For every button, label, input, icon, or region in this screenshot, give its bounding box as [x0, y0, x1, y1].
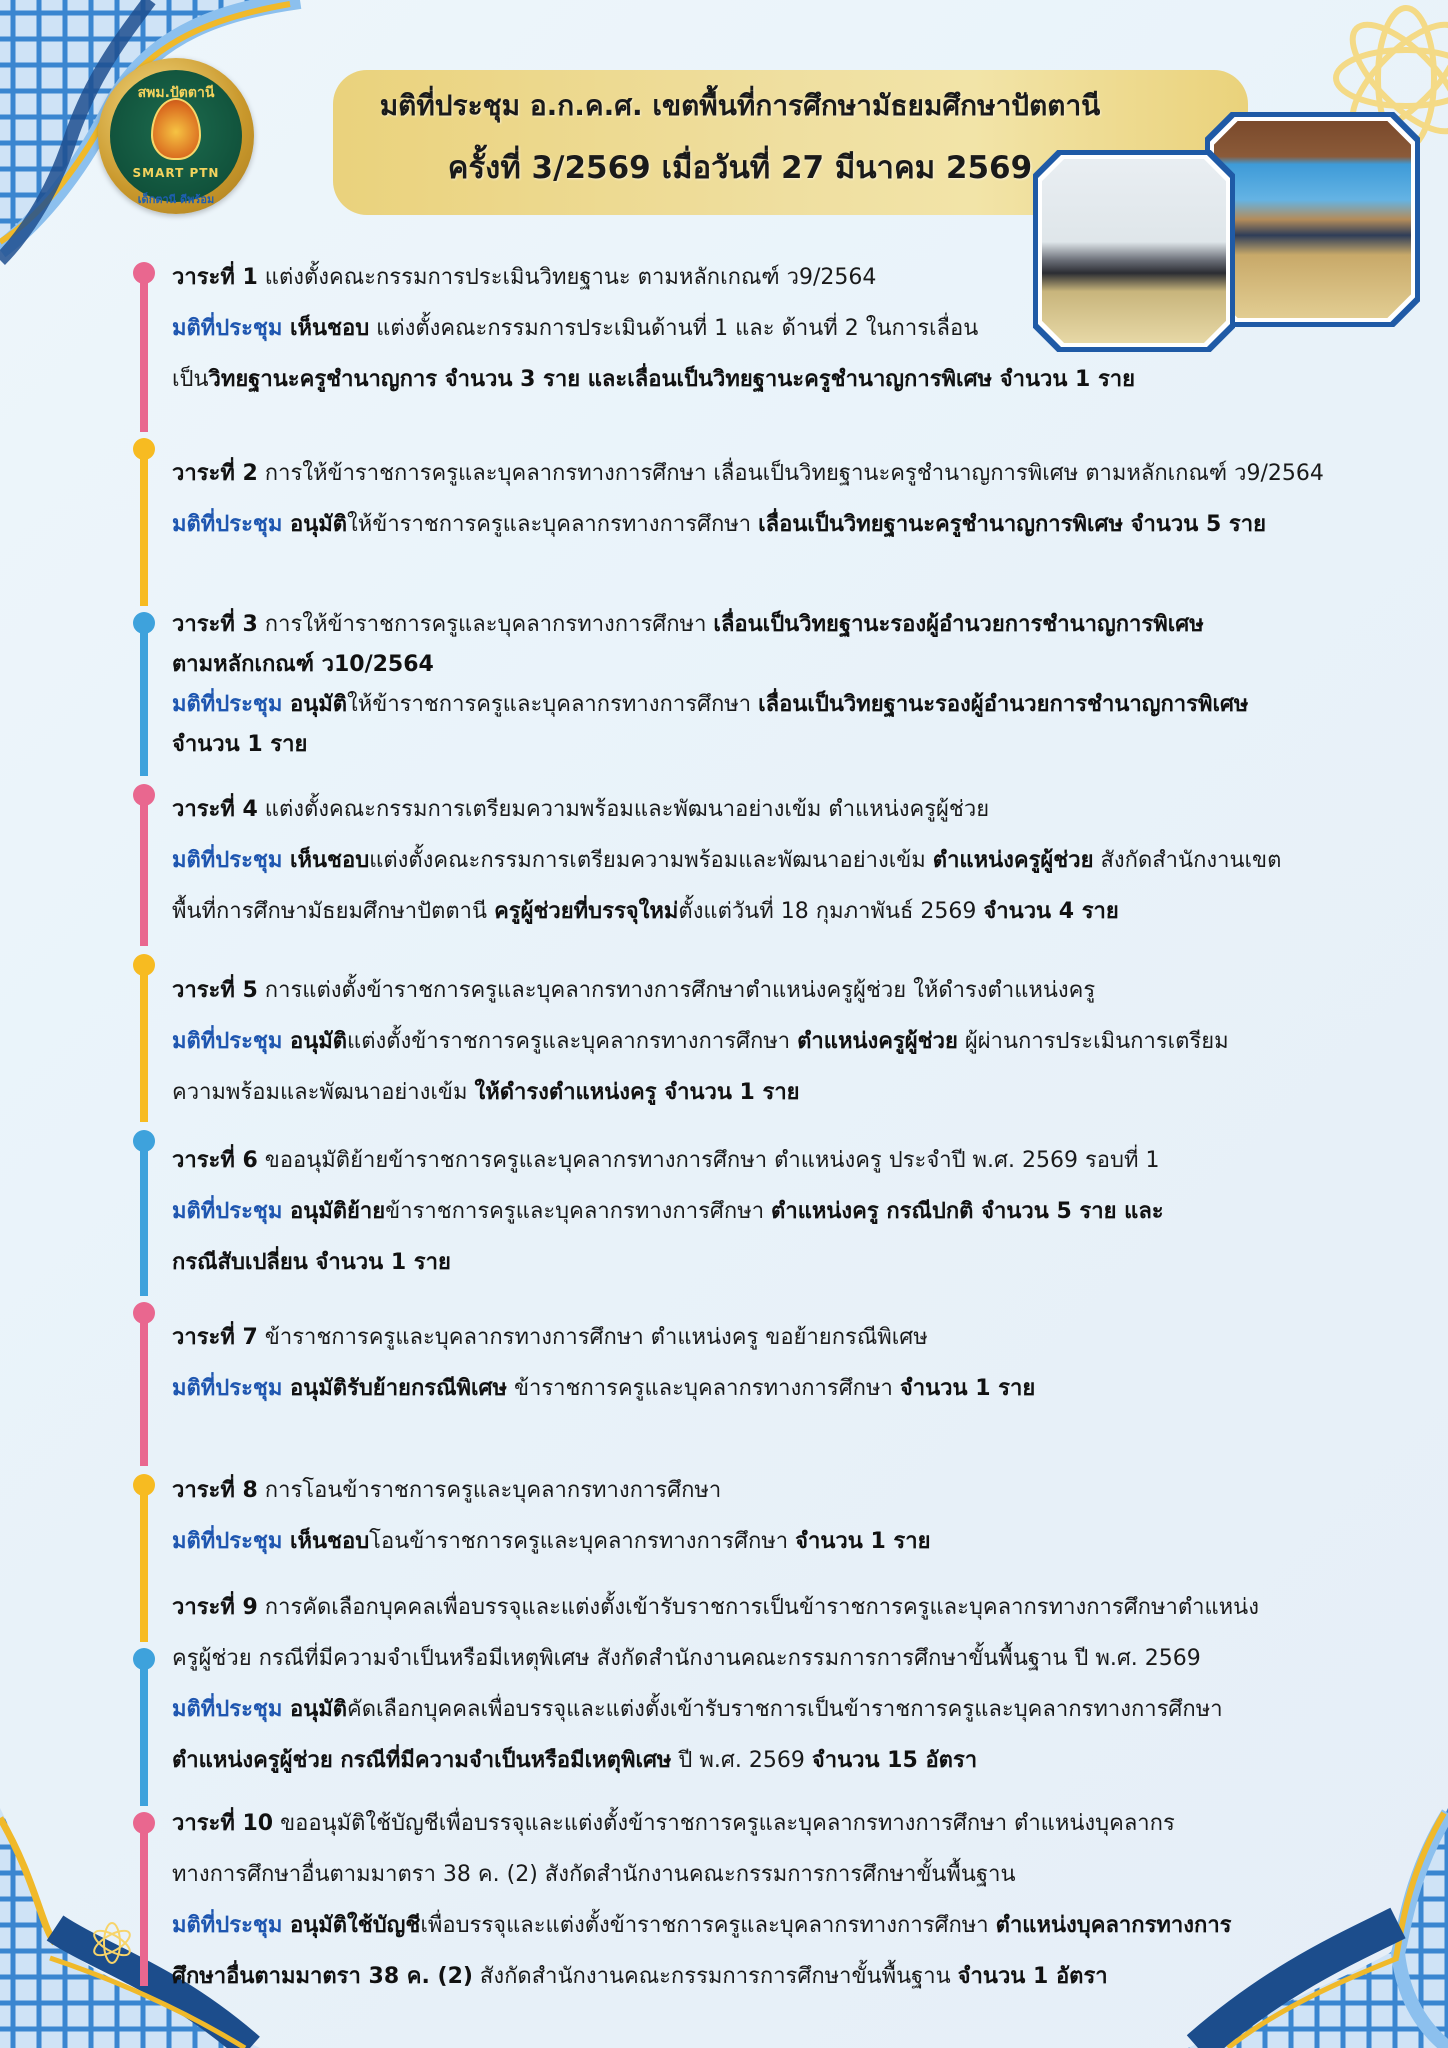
timeline-dot-icon	[133, 612, 155, 634]
agenda-text: ขออนุมัติย้ายข้าราชการครูและบุคลากรทางการศึกษา ตำแหน่งครู ประจำปี พ.ศ. 2569 รอบที่ 1	[257, 1148, 1160, 1173]
agenda-line	[172, 499, 1412, 550]
emblem-icon	[151, 98, 201, 160]
agenda-text: การให้ข้าราชการครูและบุคลากรทางการศึกษา เลื่อนเป็นวิทยฐานะครูชำนาญการพิเศษ ตามหลักเกณฑ์ ว9/2564	[257, 461, 1324, 486]
agenda-text: ผู้ผ่านการประเมินการเตรียม	[957, 1029, 1229, 1054]
agenda-text: การโอนข้าราชการครูและบุคลากรทางการศึกษา	[257, 1478, 722, 1503]
agenda-text: ให้ข้าราชการครูและบุคลากรทางการศึกษา	[347, 692, 759, 717]
agenda-number: วาระที่ 6	[172, 1148, 258, 1173]
timeline-dot-icon	[133, 1302, 155, 1324]
agenda-item	[172, 448, 1412, 550]
agenda-line	[172, 1186, 1412, 1237]
resolution-label: มติที่ประชุม	[172, 1029, 283, 1054]
agenda-text: ตำแหน่งบุคลากรทางการ	[995, 1913, 1232, 1938]
timeline-segment	[132, 262, 156, 432]
agenda-text: ข้าราชการครูและบุคลากรทางการศึกษา	[506, 1376, 900, 1401]
timeline-dot-icon	[133, 262, 155, 284]
agenda-text: โอนข้าราชการครูและบุคลากรทางการศึกษา	[369, 1529, 796, 1554]
timeline-dot-icon	[133, 1812, 155, 1834]
agenda-text: เลื่อนเป็นวิทยฐานะครูชำนาญการพิเศษ จำนวน 5 ราย	[758, 512, 1266, 537]
agenda-number: วาระที่ 5	[172, 978, 258, 1003]
agenda-text: เป็น	[172, 367, 209, 392]
agenda-line	[172, 835, 1412, 886]
agenda-text: อนุมัติ	[282, 512, 348, 537]
logo-top-text: สพม.ปัตตานี	[137, 85, 215, 101]
agenda-text: สังกัดสำนักงานคณะกรรมการการศึกษาขั้นพื้นฐาน	[472, 1964, 958, 1989]
resolution-label: มติที่ประชุม	[172, 1376, 283, 1401]
logo-middle-text: SMART PTN	[132, 166, 220, 180]
agenda-line	[172, 252, 1412, 303]
agenda-text: ให้ข้าราชการครูและบุคลากรทางการศึกษา	[347, 512, 759, 537]
timeline-bar	[140, 1312, 148, 1466]
agenda-line	[172, 1016, 1412, 1067]
agenda-line	[172, 1237, 1412, 1288]
agenda-number: วาระที่ 9	[172, 1595, 258, 1620]
agenda-number: วาระที่ 10	[172, 1811, 274, 1836]
agenda-text: ปี พ.ศ. 2569	[671, 1748, 812, 1773]
agenda-line	[172, 1465, 1412, 1516]
agenda-text: เห็นชอบ	[282, 316, 370, 341]
agenda-text: การให้ข้าราชการครูและบุคลากรทางการศึกษา	[257, 612, 714, 637]
agenda-text: จำนวน 1 ราย	[795, 1529, 931, 1554]
agenda-text: จำนวน 15 อัตรา	[811, 1748, 978, 1773]
agenda-text: คัดเลือกบุคคลเพื่อบรรจุและแต่งตั้งเข้ารับราชการเป็นข้าราชการครูและบุคลากรทางการศึกษา	[347, 1697, 1223, 1722]
agenda-text: อนุมัติย้าย	[282, 1199, 386, 1224]
timeline-segment	[132, 784, 156, 946]
agenda-line	[172, 1363, 1412, 1414]
agenda-item	[172, 1312, 1412, 1414]
agenda-text: เลื่อนเป็นวิทยฐานะรองผู้อำนวยการชำนาญการพิเศษ	[713, 612, 1204, 637]
agenda-text: อนุมัติ	[282, 1029, 348, 1054]
agenda-number: วาระที่ 4	[172, 797, 258, 822]
agenda-number: วาระที่ 2	[172, 461, 258, 486]
agenda-number: วาระที่ 8	[172, 1478, 258, 1503]
agenda-line	[172, 354, 1412, 405]
timeline-segment	[132, 612, 156, 776]
agenda-text: ขออนุมัติใช้บัญชีเพื่อบรรจุและแต่งตั้งข้าราชการครูและบุคลากรทางการศึกษา ตำแหน่งบุคลากร	[273, 1811, 1175, 1836]
agenda-text: การแต่งตั้งข้าราชการครูและบุคลากรทางการศึกษาตำแหน่งครูผู้ช่วย ให้ดำรงตำแหน่งครู	[257, 978, 1096, 1003]
agenda-text: ตั้งแต่วันที่ 18 กุมภาพันธ์ 2569	[678, 899, 984, 924]
timeline-dot-icon	[133, 1648, 155, 1670]
agenda-number: วาระที่ 1	[172, 265, 258, 290]
resolution-label: มติที่ประชุม	[172, 1199, 283, 1224]
agenda-text: ศึกษาอื่นตามมาตรา 38 ค. (2)	[172, 1964, 473, 1989]
timeline-bar	[140, 1484, 148, 1642]
agenda-line	[172, 1849, 1412, 1900]
timeline-dot-icon	[133, 1130, 155, 1152]
agenda-line	[172, 1900, 1412, 1951]
agenda-text: แต่งตั้งคณะกรรมการประเมินวิทยฐานะ ตามหลักเกณฑ์ ว9/2564	[257, 265, 877, 290]
resolution-label: มติที่ประชุม	[172, 848, 283, 873]
agenda-item	[172, 1798, 1412, 2002]
agenda-text: ตำแหน่งครูผู้ช่วย	[932, 848, 1094, 873]
agenda-item	[172, 965, 1412, 1118]
agenda-line	[172, 965, 1412, 1016]
agenda-line	[172, 1516, 1412, 1567]
agenda-text: ทางการศึกษาอื่นตามมาตรา 38 ค. (2) สังกัดสำนักงานคณะกรรมการการศึกษาขั้นพื้นฐาน	[172, 1862, 1016, 1887]
agenda-number: วาระที่ 7	[172, 1325, 258, 1350]
resolution-label: มติที่ประชุม	[172, 1913, 283, 1938]
timeline-bar	[140, 794, 148, 946]
timeline-dot-icon	[133, 784, 155, 806]
resolution-label: มติที่ประชุม	[172, 1697, 283, 1722]
agenda-item	[172, 1465, 1412, 1567]
agenda-line	[172, 1735, 1412, 1786]
timeline-segment	[132, 1302, 156, 1466]
agenda-line	[172, 303, 1412, 354]
timeline-segment	[132, 1474, 156, 1642]
timeline-bar	[140, 1658, 148, 1806]
timeline-bar	[140, 272, 148, 432]
agenda-text: ตำแหน่งครูผู้ช่วย	[797, 1029, 958, 1054]
agenda-text: แต่งตั้งคณะกรรมการประเมินด้านที่ 1 และ ด้านที่ 2 ในการเลื่อน	[369, 316, 979, 341]
agenda-item	[172, 784, 1412, 937]
timeline-bar	[140, 964, 148, 1122]
timeline-segment	[132, 954, 156, 1122]
agenda-text: จำนวน 1 ราย	[172, 732, 308, 757]
agenda-text: การคัดเลือกบุคคลเพื่อบรรจุและแต่งตั้งเข้ารับราชการเป็นข้าราชการครูและบุคลากรทางการศึกษาตำแหน่ง	[257, 1595, 1259, 1620]
office-logo	[98, 58, 254, 214]
agenda-text: เลื่อนเป็นวิทยฐานะรองผู้อำนวยการชำนาญการพิเศษ	[758, 692, 1249, 717]
agenda-line	[172, 1582, 1412, 1633]
agenda-text: เห็นชอบ	[282, 1529, 370, 1554]
agenda-line	[172, 645, 1412, 685]
page-title: มติที่ประชุม อ.ก.ค.ศ. เขตพื้นที่การศึกษามัธยมศึกษาปัตตานี	[379, 89, 1101, 122]
agenda-text: ข้าราชการครูและบุคลากรทางการศึกษา	[385, 1199, 772, 1224]
agenda-line	[172, 605, 1412, 645]
timeline-segment	[132, 438, 156, 606]
agenda-line	[172, 1951, 1412, 2002]
resolution-label: มติที่ประชุม	[172, 316, 283, 341]
agenda-text: อนุมัติ	[282, 1697, 348, 1722]
agenda-text: ตามหลักเกณฑ์ ว10/2564	[172, 652, 434, 677]
agenda-text: จำนวน 1 อัตรา	[957, 1964, 1108, 1989]
agenda-text: แต่งตั้งข้าราชการครูและบุคลากรทางการศึกษา	[347, 1029, 798, 1054]
agenda-text: ตำแหน่งครูผู้ช่วย กรณีที่มีความจำเป็นหรือมีเหตุพิเศษ	[172, 1748, 672, 1773]
timeline-dot-icon	[133, 438, 155, 460]
agenda-text: จำนวน 4 ราย	[983, 899, 1119, 924]
agenda-text: อนุมัติ	[282, 692, 348, 717]
timeline-segment	[132, 1130, 156, 1296]
agenda-text: ข้าราชการครูและบุคลากรทางการศึกษา ตำแหน่งครู ขอย้ายกรณีพิเศษ	[257, 1325, 928, 1350]
agenda-line	[172, 448, 1412, 499]
timeline-bar	[140, 1140, 148, 1296]
logo-bottom-text: เด็กตานี ดีพร้อม	[137, 193, 215, 206]
agenda-text: ตำแหน่งครู กรณีปกติ จำนวน 5 ราย และ	[771, 1199, 1164, 1224]
agenda-line	[172, 1135, 1412, 1186]
resolution-label: มติที่ประชุม	[172, 1529, 283, 1554]
agenda-text: กรณีสับเปลี่ยน จำนวน 1 ราย	[172, 1250, 451, 1275]
agenda-line	[172, 1312, 1412, 1363]
agenda-timeline	[132, 0, 156, 2048]
agenda-text: ครูผู้ช่วย กรณีที่มีความจำเป็นหรือมีเหตุพิเศษ สังกัดสำนักงานคณะกรรมการการศึกษาขั้นพื้นฐาน ปี พ.ศ. 2569	[172, 1646, 1201, 1671]
agenda-item	[172, 1582, 1412, 1786]
agenda-item	[172, 1135, 1412, 1288]
timeline-bar	[140, 448, 148, 606]
agenda-text: สังกัดสำนักงานเขต	[1093, 848, 1282, 873]
agenda-line	[172, 1067, 1412, 1118]
agenda-line	[172, 1798, 1412, 1849]
resolution-label: มติที่ประชุม	[172, 692, 283, 717]
timeline-segment	[132, 1648, 156, 1806]
agenda-text: แต่งตั้งคณะกรรมการเตรียมความพร้อมและพัฒนาอย่างเข้ม ตำแหน่งครูผู้ช่วย	[257, 797, 990, 822]
timeline-dot-icon	[133, 1474, 155, 1496]
timeline-bar	[140, 622, 148, 776]
agenda-text: แต่งตั้งคณะกรรมการเตรียมความพร้อมและพัฒนาอย่างเข้ม	[369, 848, 933, 873]
agenda-text: ครูผู้ช่วยที่บรรจุใหม่	[494, 899, 679, 924]
agenda-text: ความพร้อมและพัฒนาอย่างเข้ม	[172, 1080, 475, 1105]
agenda-text: จำนวน 1 ราย	[899, 1376, 1036, 1401]
agenda-text: วิทยฐานะครูชำนาญการ จำนวน 3 ราย และเลื่อนเป็นวิทยฐานะครูชำนาญการพิเศษ จำนวน 1 ราย	[208, 367, 1136, 392]
agenda-text: อนุมัติรับย้ายกรณีพิเศษ	[282, 1376, 507, 1401]
agenda-number: วาระที่ 3	[172, 612, 258, 637]
resolution-label: มติที่ประชุม	[172, 512, 283, 537]
agenda-text: เห็นชอบ	[282, 848, 370, 873]
agenda-line	[172, 725, 1412, 765]
agenda-text: เพื่อบรรจุและแต่งตั้งข้าราชการครูและบุคลากรทางการศึกษา	[420, 1913, 996, 1938]
agenda-text: อนุมัติใช้บัญชี	[282, 1913, 421, 1938]
agenda-line	[172, 784, 1412, 835]
timeline-dot-icon	[133, 954, 155, 976]
timeline-bar	[140, 1822, 148, 1986]
agenda-line	[172, 1633, 1412, 1684]
timeline-segment	[132, 1812, 156, 1986]
agenda-item	[172, 252, 1412, 405]
agenda-line	[172, 685, 1412, 725]
agenda-line	[172, 1684, 1412, 1735]
meeting-subtitle: ครั้งที่ 3/2569 เมื่อวันที่ 27 มีนาคม 2569	[447, 150, 1033, 186]
agenda-line	[172, 886, 1412, 937]
agenda-text: ให้ดำรงตำแหน่งครู จำนวน 1 ราย	[474, 1080, 800, 1105]
agenda-text: พื้นที่การศึกษามัธยมศึกษาปัตตานี	[172, 899, 495, 924]
agenda-item	[172, 605, 1412, 765]
